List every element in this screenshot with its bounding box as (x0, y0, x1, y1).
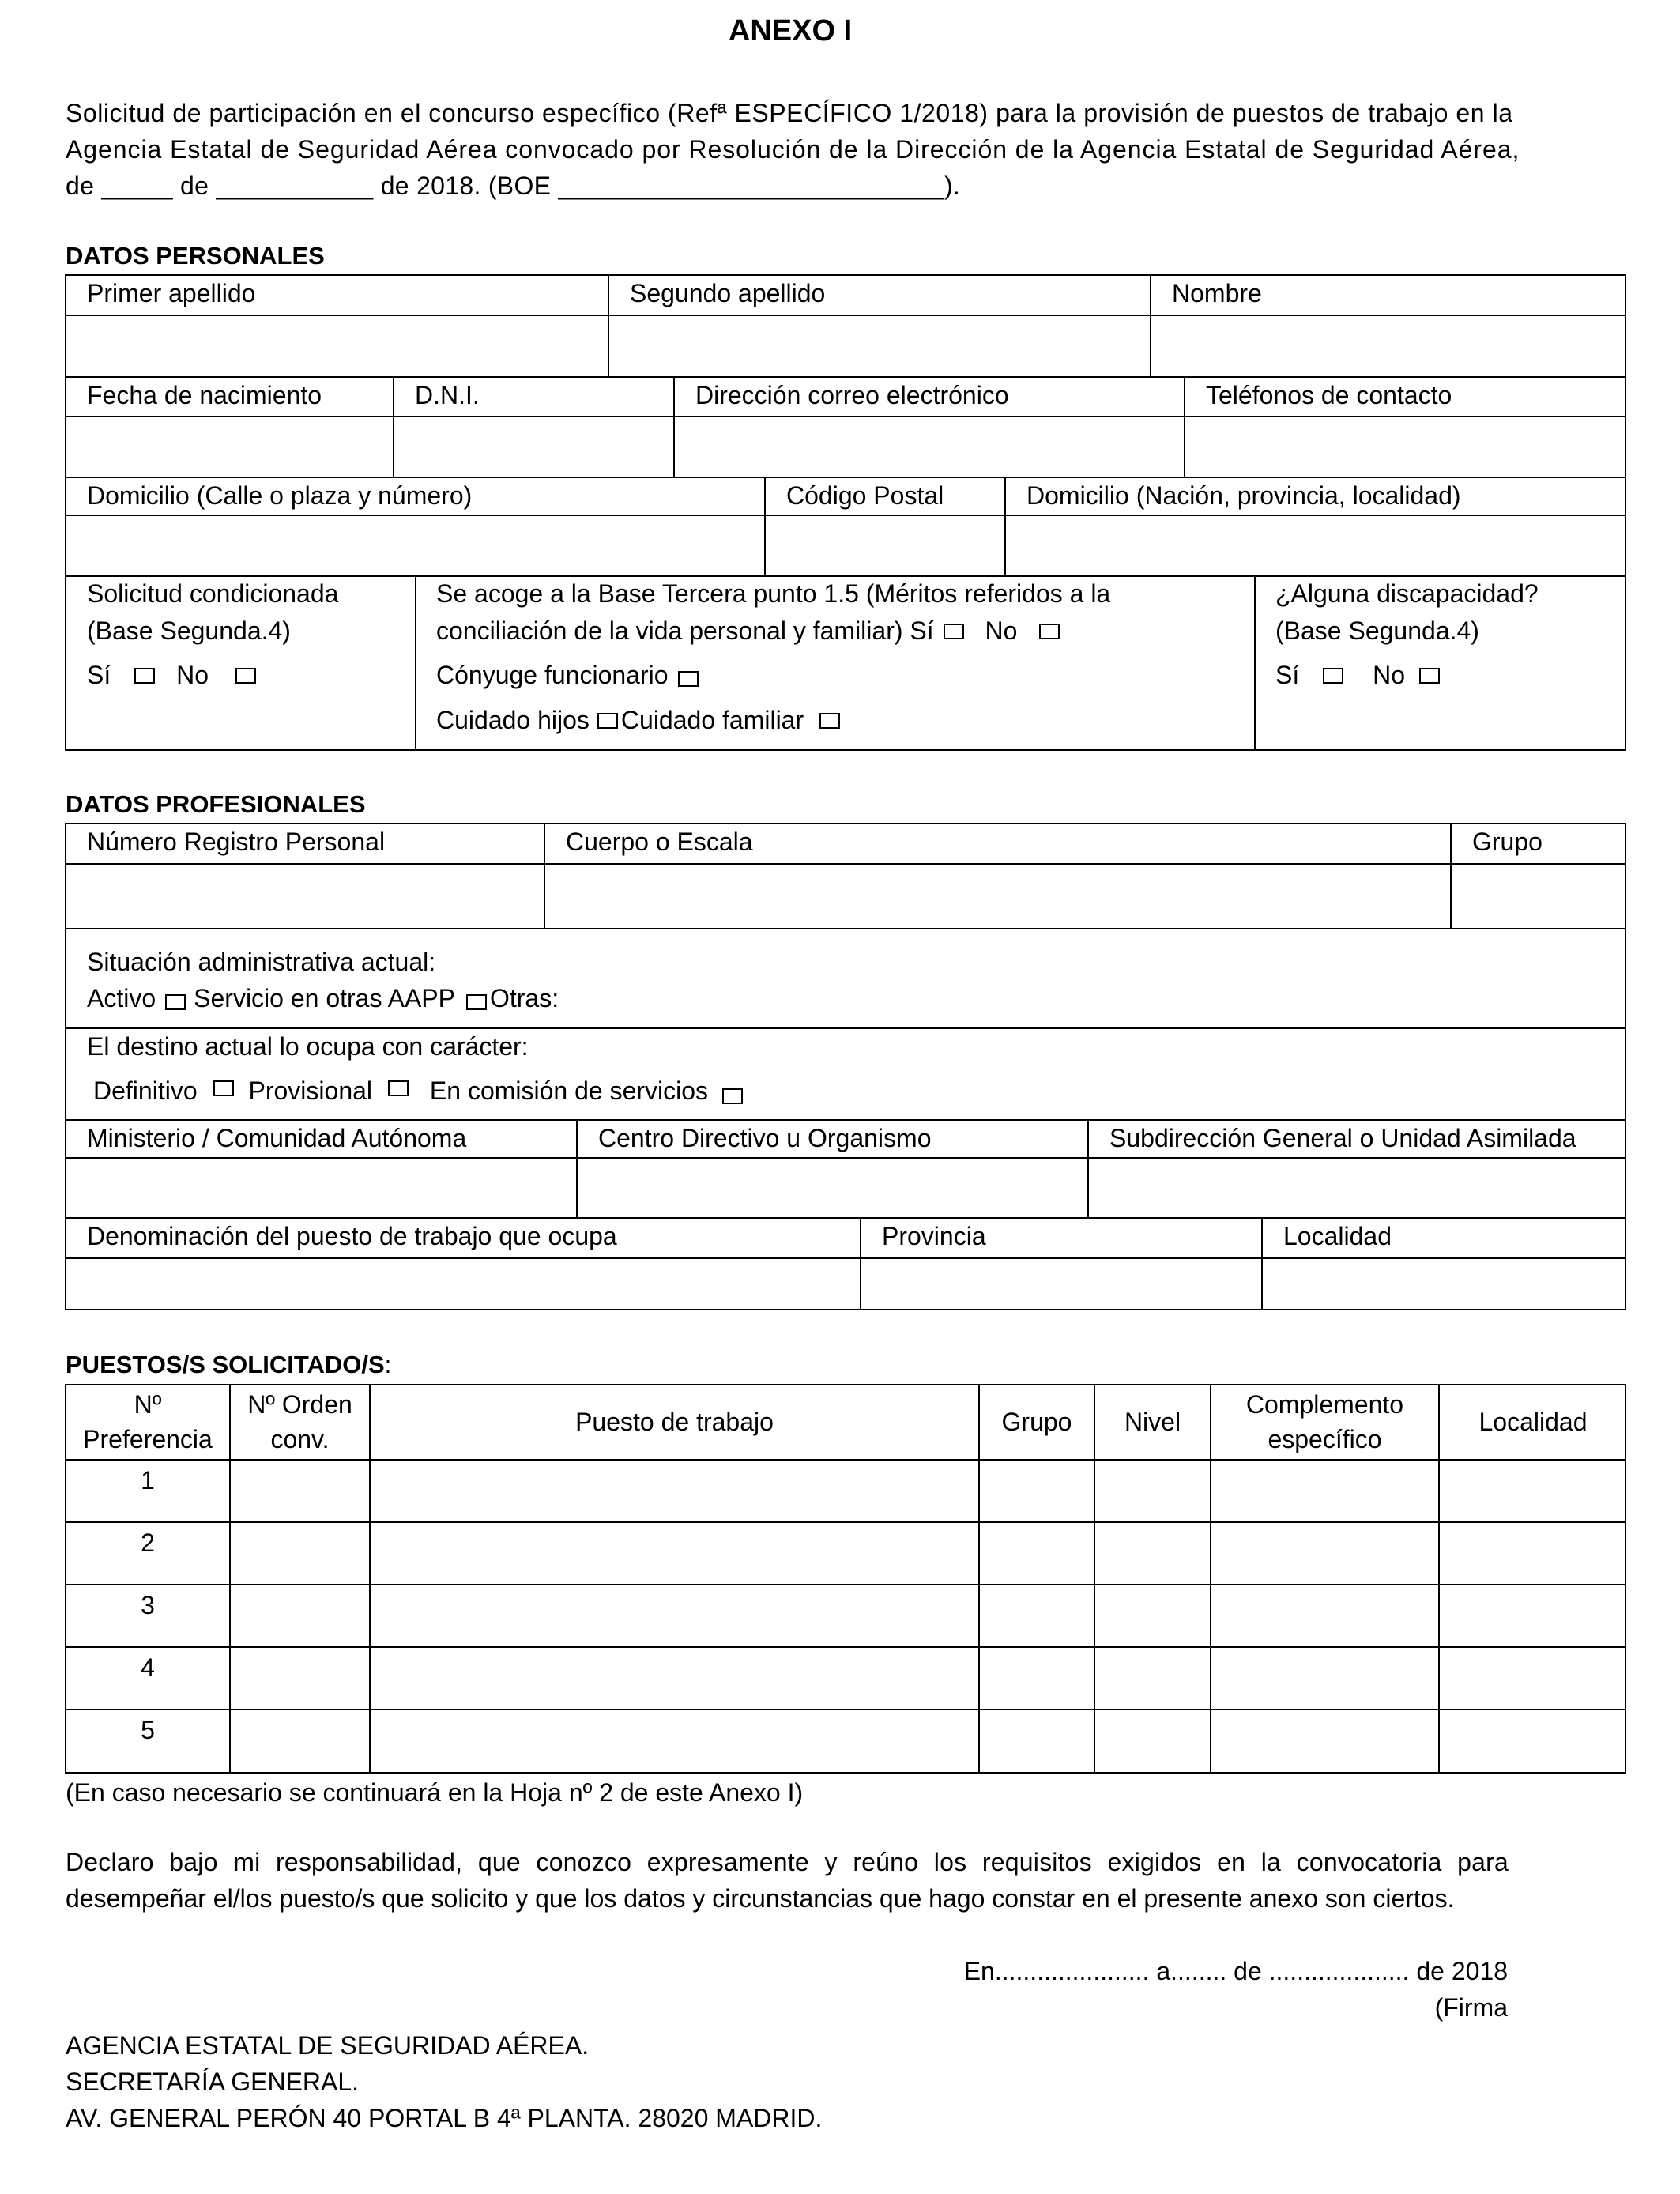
field-nrp[interactable] (66, 865, 544, 928)
checkbox-servicio-otras[interactable] (466, 994, 487, 1010)
label-discapacidad: ¿Alguna discapacidad? (1275, 579, 1539, 608)
label-nrp: Número Registro Personal (87, 827, 386, 856)
col-header-comp-line2: específico (1268, 1425, 1382, 1453)
personal-data-table (65, 274, 1626, 751)
label-grupo: Grupo (1472, 827, 1543, 856)
field-fecha-nacimiento[interactable] (66, 417, 393, 477)
col-header-comp-line1: Complemento (1245, 1390, 1404, 1419)
label-ministerio: Ministerio / Comunidad Autónoma (87, 1124, 467, 1152)
col-header-puesto: Puesto de trabajo (575, 1408, 774, 1436)
field-denominacion[interactable] (66, 1259, 860, 1309)
intro-paragraph (66, 95, 1603, 204)
field-subdireccion[interactable] (1089, 1159, 1625, 1217)
address-line-1: AGENCIA ESTATAL DE SEGURIDAD AÉREA. (66, 2031, 590, 2060)
table-row-number: 4 (141, 1653, 155, 1682)
table-row-number: 5 (141, 1716, 155, 1744)
field-localidad[interactable] (1263, 1259, 1625, 1309)
label-segundo-apellido: Segundo apellido (630, 279, 826, 307)
label-base-tercera-si: conciliación de la vida personal y familiar) Sí (436, 616, 934, 645)
checkbox-conciliacion-si[interactable] (944, 624, 964, 639)
requested-positions-table (65, 1384, 1626, 1774)
col-header-pref-line1: Nº (134, 1390, 162, 1419)
label-denominacion: Denominación del puesto de trabajo que ocupa (87, 1222, 617, 1250)
col-header-preferencia (66, 1387, 229, 1457)
col-header-orden-line2: conv. (270, 1425, 330, 1453)
label-destino: El destino actual lo ocupa con carácter: (87, 1032, 529, 1061)
col-header-pref-line2: Preferencia (83, 1425, 213, 1453)
label-conyuge: Cónyuge funcionario (436, 661, 669, 689)
checkbox-condicionada-si[interactable] (134, 668, 155, 684)
field-dni[interactable] (394, 417, 673, 477)
declaration-line-1: Declaro bajo mi responsabilidad, que conozco expresamente y reúno los requisitos exigidos en la convocatoria para (66, 1848, 1509, 1876)
section-heading-profesional: DATOS PROFESIONALES (66, 790, 366, 818)
label-telefonos: Teléfonos de contacto (1206, 381, 1452, 409)
label-otras: Otras: (489, 984, 559, 1012)
checkbox-discapacidad-no[interactable] (1419, 668, 1440, 684)
label-dni: D.N.I. (415, 381, 480, 409)
label-email: Dirección correo electrónico (695, 381, 1009, 409)
label-discapacidad-base: (Base Segunda.4) (1275, 616, 1479, 645)
field-nombre[interactable] (1151, 316, 1625, 376)
field-cuerpo[interactable] (545, 865, 1450, 928)
field-segundo-apellido[interactable] (609, 316, 1150, 376)
field-telefonos[interactable] (1185, 417, 1625, 477)
table-row-number: 3 (141, 1591, 155, 1619)
checkbox-definitivo[interactable] (213, 1080, 234, 1096)
page-title: ANEXO I (728, 14, 853, 47)
professional-data-table (65, 823, 1626, 1310)
label-cuerpo: Cuerpo o Escala (566, 827, 753, 856)
field-provincia[interactable] (861, 1259, 1261, 1309)
field-primer-apellido[interactable] (66, 316, 608, 376)
label-primer-apellido: Primer apellido (87, 279, 256, 307)
label-nombre: Nombre (1172, 279, 1262, 307)
table-row-number: 2 (141, 1529, 155, 1557)
checkbox-comision[interactable] (722, 1088, 743, 1104)
label-subdireccion: Subdirección General o Unidad Asimilada (1109, 1124, 1576, 1152)
label-si: Sí (87, 661, 111, 689)
table-row-number: 1 (141, 1466, 155, 1495)
label-definitivo: Definitivo (93, 1076, 198, 1105)
label-domicilio: Domicilio (Calle o plaza y número) (87, 481, 473, 510)
col-header-orden-line1: Nº Orden (247, 1390, 352, 1419)
checkbox-discapacidad-si[interactable] (1323, 668, 1343, 684)
checkbox-conyuge[interactable] (678, 671, 699, 687)
intro-line-2: Agencia Estatal de Seguridad Aérea convocado por Resolución de la Dirección de la Agencia Estatal de Seguridad Aérea, (66, 135, 1520, 164)
label-no: No (1373, 661, 1406, 689)
label-si: Sí (1275, 661, 1300, 689)
intro-line-1: Solicitud de participación en el concurso específico (Refª ESPECÍFICO 1/2018) para la provisión de puestos de trabajo en la (66, 99, 1513, 127)
address-line-2: SECRETARÍA GENERAL. (66, 2068, 360, 2096)
signature-label: (Firma (1434, 1993, 1508, 2022)
intro-line-3: de _____ de ___________ de 2018. (BOE ___________________________). (66, 172, 961, 200)
label-no: No (176, 661, 209, 689)
label-codigo-postal: Código Postal (786, 481, 944, 510)
label-domicilio-nacion: Domicilio (Nación, provincia, localidad) (1026, 481, 1461, 510)
label-comision: En comisión de servicios (429, 1076, 709, 1105)
label-provincia: Provincia (882, 1222, 986, 1250)
label-base-segunda: (Base Segunda.4) (87, 616, 291, 645)
field-grupo[interactable] (1452, 865, 1625, 928)
checkbox-provisional[interactable] (388, 1080, 409, 1096)
label-fecha-nacimiento: Fecha de nacimiento (87, 381, 322, 409)
field-codigo-postal[interactable] (766, 516, 1004, 575)
field-ministerio[interactable] (66, 1159, 576, 1217)
section-heading-personal: DATOS PERSONALES (66, 242, 325, 270)
col-header-complemento (1211, 1387, 1438, 1457)
label-localidad: Localidad (1283, 1222, 1392, 1250)
address-line-3: AV. GENERAL PERÓN 40 PORTAL B 4ª PLANTA. 28020 MADRID. (66, 2104, 823, 2132)
field-email[interactable] (675, 417, 1184, 477)
field-centro[interactable] (578, 1159, 1087, 1217)
col-header-orden (231, 1387, 369, 1457)
checkbox-cuidado-hijos[interactable] (597, 713, 618, 729)
col-header-nivel: Nivel (1124, 1408, 1181, 1436)
label-base-tercera: Se acoge a la Base Tercera punto 1.5 (Méritos referidos a la (436, 579, 1111, 608)
place-date-line: En...................... a........ de .................... de 2018 (963, 1957, 1508, 1985)
label-situacion: Situación administrativa actual: (87, 948, 436, 976)
col-header-grupo: Grupo (1001, 1408, 1072, 1436)
label-servicio-otras: Servicio en otras AAPP (194, 984, 455, 1012)
label-solicitud-condicionada: Solicitud condicionada (87, 579, 339, 608)
label-provisional: Provisional (248, 1076, 373, 1105)
checkbox-cuidado-familiar[interactable] (819, 713, 840, 729)
checkbox-activo[interactable] (165, 994, 186, 1010)
field-domicilio[interactable] (66, 516, 764, 575)
label-activo: Activo (87, 984, 156, 1012)
col-header-localidad: Localidad (1478, 1408, 1588, 1436)
heading-colon: : (384, 1351, 392, 1378)
label-cuidado-familiar: Cuidado familiar (620, 706, 804, 734)
checkbox-conciliacion-no[interactable] (1039, 624, 1060, 639)
label-cuidado-hijos: Cuidado hijos (436, 706, 590, 734)
label-no: No (985, 616, 1018, 645)
continuation-note: (En caso necesario se continuará en la Hoja nº 2 de este Anexo I) (66, 1778, 804, 1807)
field-domicilio-nacion[interactable] (1006, 516, 1625, 575)
label-centro: Centro Directivo u Organismo (598, 1124, 932, 1152)
section-heading-puestos: PUESTOS/S SOLICITADO/S (66, 1351, 385, 1378)
declaration-line-2: desempeñar el/los puesto/s que solicito y que los datos y circunstancias que hago constar en el presente anexo son ciertos. (66, 1884, 1455, 1913)
checkbox-condicionada-no[interactable] (235, 668, 256, 684)
